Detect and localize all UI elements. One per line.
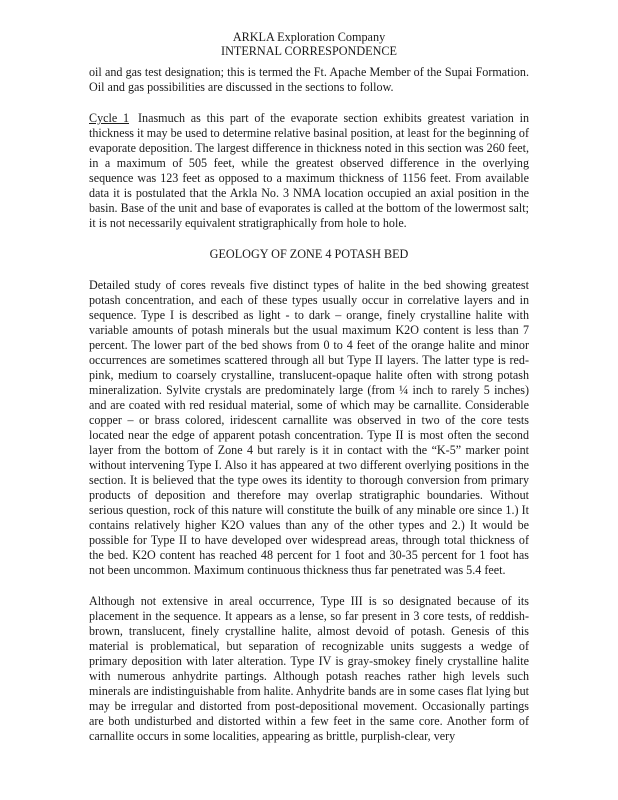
company-name: ARKLA Exploration Company xyxy=(232,30,386,44)
type-3-paragraph: Although not extensive in areal occurrence, Type III is so designated because of its placement in the sequence. It appears as a lense, so far present in 3 core tests, of reddish-brown, translucent, finely crystalline halite, almost devoid of potash. Genesis of this material is problematical, but separation of recognizable units suggests a wedge of primary deposition with later alteration. Type IV is gray-smokey finely crystalline halite with numerous anhydrite partings. Although potash reaches rather high levels such minerals are indistinguishable from halite. Anhydrite bands are in some cases flat lying but may be irregular and distorted from post-depositional movement. Occasionally partings are both undisturbed and distorted within a few feet in the same core. Another form of carnallite occurs in some localities, appearing as brittle, purplish-clear, very xyxy=(89,594,529,743)
cycle-1-paragraph xyxy=(89,111,529,231)
cycle-1-label: Cycle 1 xyxy=(89,111,130,125)
geology-paragraph: Detailed study of cores reveals five distinct types of halite in the bed showing greatest potash concentration, and each of these types usually occur in correlative layers and in sequence. Type I is described as light - to dark – orange, finely crystalline halite with variable amounts of potash minerals but the usual maximum K2O content is less than 7 percent. The lower part of the bed shows from 0 to 4 feet of the orange halite and minor occurrences are sometimes scattered through all but Type II layers. The latter type is red-pink, medium to coarsely crystalline, translucent-opaque halite often with strong potash mineralization. Sylvite crystals are predominately large (from ¼ inch to rarely 5 inches) and are coated with red residual material, some of which may be carnallite. Considerable copper – or brass colored, iridescent carnallite was observed in two of the core tests located near the edge of apparent potash concentration. Type II is most often the second layer from the bottom of Zone 4 but rarely is it in contact with the “K-5” marker point without intervening Type I. Also it has appeared at two different overlying positions in the section. It is believed that the type owes its identity to thorough conversion from primary products of deposition and therefore may overlap stratigraphic boundaries. Without serious question, rock of this nature will constitute the builk of any minable ore since 1.) It contains relatively higher K2O values than any of the other types and 2.) It would be possible for Type II to have developed over widespread areas, through total thickness of the bed. K2O content has reached 48 percent for 1 foot and 30-35 percent for 1 foot has not been uncommon. Maximum continuous thickness thus far penetrated was 5.4 feet. xyxy=(89,278,529,577)
section-heading: GEOLOGY OF ZONE 4 POTASH BED xyxy=(209,247,409,261)
department-name: INTERNAL CORRESPONDENCE xyxy=(221,44,397,58)
letterhead xyxy=(89,30,529,58)
continuation-paragraph: oil and gas test designation; this is termed the Ft. Apache Member of the Supai Formation. Oil and gas possibilities are discussed in the sections to follow. xyxy=(89,65,529,94)
cycle-1-text: Inasmuch as this part of the evaporate section exhibits greatest variation in thickness it may be used to determine relative basinal position, at least for the beginning of evaporate deposition. The largest difference in thickness noted in this section was 260 feet, in a maximum of 505 feet, while the greatest observed difference in the overlying sequence was 123 feet as opposed to a maximum thickness of 1156 feet. From available data it is postulated that the Arkla No. 3 NMA location occupied an axial position in the basin. Base of the unit and base of evaporates is called at the bottom of the lowermost salt; it is not necessarily equivalent stratigraphically from hole to hole. xyxy=(89,111,529,230)
